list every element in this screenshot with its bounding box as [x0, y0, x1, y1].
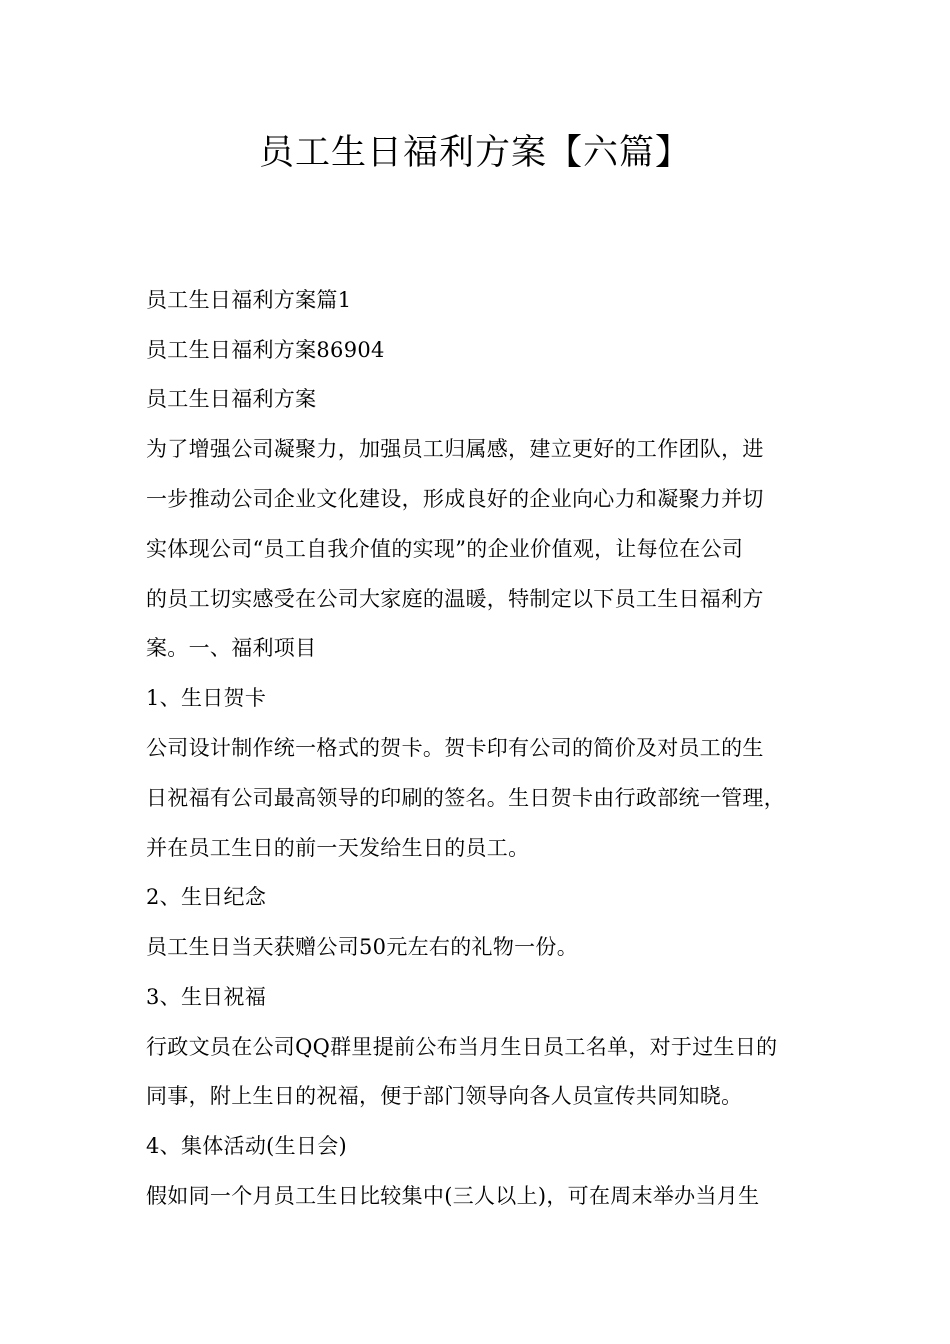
paragraph-line: 公司设计制作统一格式的贺卡。贺卡印有公司的简价及对员工的生	[146, 736, 764, 760]
paragraph-line: 行政文员在公司QQ群里提前公布当月生日员工名单，对于过生日的	[146, 1035, 778, 1059]
item-heading: 1、生日贺卡	[146, 686, 267, 710]
text-line: 员工生日福利方案	[146, 387, 317, 411]
paragraph-line: 员工生日当天获赠公司50元左右的礼物一份。	[146, 935, 579, 959]
paragraph-line: 实体现公司“员工自我介值的实现”的企业价值观，让每位在公司	[146, 537, 744, 561]
item-heading: 3、生日祝福	[146, 985, 267, 1009]
paragraph-line: 并在员工生日的前一天发给生日的员工。	[146, 836, 530, 860]
paragraph-line: 日祝福有公司最高领导的印刷的签名。生日贺卡由行政部统一管理，	[146, 786, 785, 810]
paragraph-line: 同事，附上生日的祝福，便于部门领导向各人员宣传共同知晓。	[146, 1084, 743, 1108]
section-heading: 员工生日福利方案篇1	[146, 288, 352, 312]
paragraph-line: 案。一、福利项目	[146, 636, 317, 660]
paragraph-line: 假如同一个月员工生日比较集中(三人以上)，可在周末举办当月生	[146, 1184, 760, 1208]
text-line: 员工生日福利方案86904	[146, 338, 385, 362]
paragraph-line: 为了增强公司凝聚力，加强员工归属感，建立更好的工作团队，进	[146, 437, 764, 461]
item-heading: 2、生日纪念	[146, 885, 267, 909]
paragraph-line: 的员工切实感受在公司大家庭的温暖，特制定以下员工生日福利方	[146, 587, 764, 611]
document-title: 员工生日福利方案【六篇】	[258, 133, 691, 173]
paragraph-line: 一步推动公司企业文化建设，形成良好的企业向心力和凝聚力并切	[146, 487, 764, 511]
item-heading: 4、集体活动(生日会)	[146, 1134, 348, 1158]
